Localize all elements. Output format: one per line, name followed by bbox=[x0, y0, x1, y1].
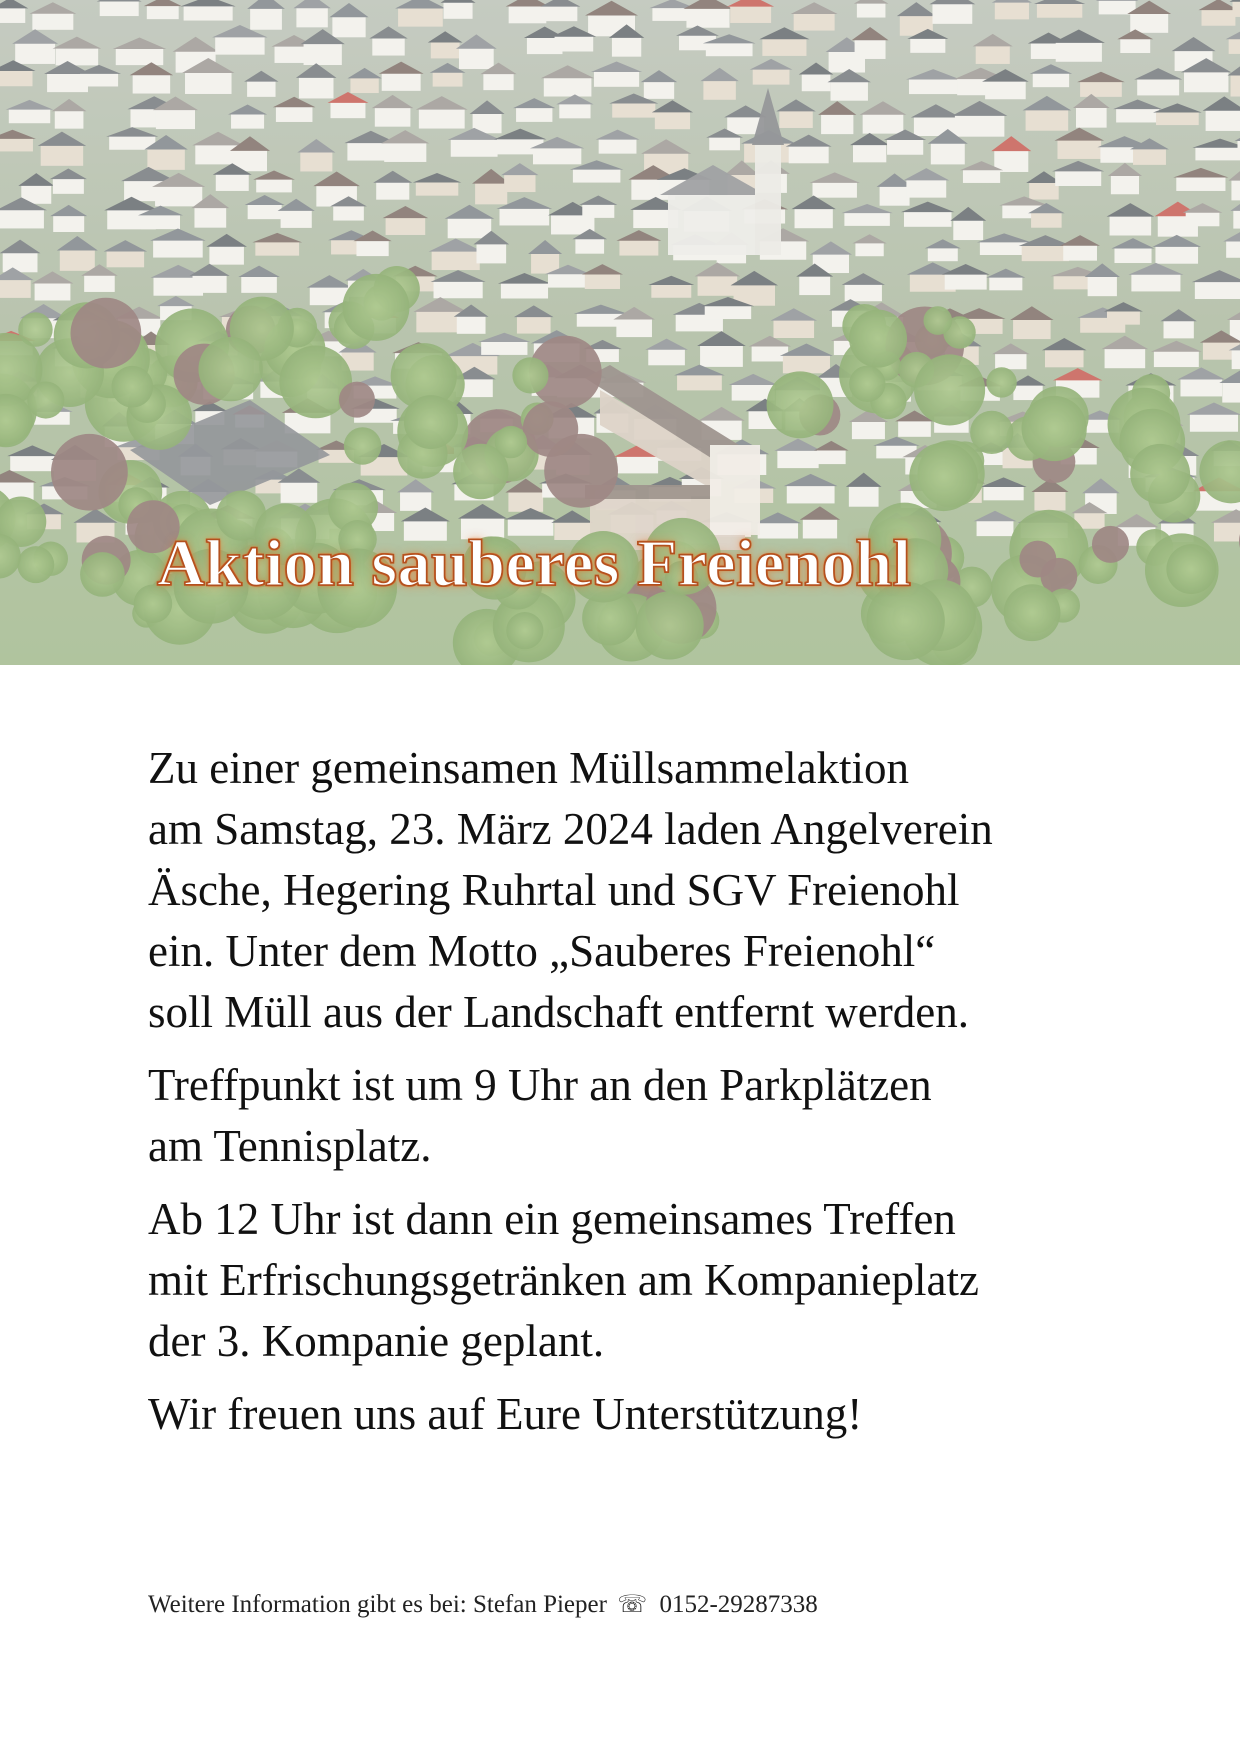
paragraph-meeting-point bbox=[148, 1055, 1128, 1177]
text-line: am Samstag, 23. März 2024 laden Angelverein bbox=[148, 804, 993, 854]
paragraph-gathering bbox=[148, 1189, 1128, 1372]
text-line: soll Müll aus der Landschaft entfernt werden. bbox=[148, 987, 969, 1037]
text-line: Ab 12 Uhr ist dann ein gemeinsames Treffen bbox=[148, 1194, 956, 1244]
text-line: Wir freuen uns auf Eure Unterstützung! bbox=[148, 1389, 863, 1439]
contact-footer bbox=[148, 1590, 818, 1619]
hero-banner bbox=[0, 0, 1240, 665]
telephone-icon: ☏ bbox=[617, 1590, 648, 1618]
text-line: am Tennisplatz. bbox=[148, 1121, 432, 1171]
paragraph-closing bbox=[148, 1384, 1128, 1445]
text-line: der 3. Kompanie geplant. bbox=[148, 1316, 605, 1366]
text-line: mit Erfrischungsgetränken am Kompanieplatz bbox=[148, 1255, 979, 1305]
text-line: ein. Unter dem Motto „Sauberes Freienohl“ bbox=[148, 926, 936, 976]
announcement-body bbox=[148, 738, 1128, 1457]
paragraph-intro bbox=[148, 738, 1128, 1043]
text-line: Zu einer gemeinsamen Müllsammelaktion bbox=[148, 743, 910, 793]
page-title: Aktion sauberes Freienohl bbox=[157, 527, 912, 600]
text-line: Äsche, Hegering Ruhrtal und SGV Freienohl bbox=[148, 865, 960, 915]
contact-label: Weitere Information gibt es bei: Stefan Pieper bbox=[148, 1591, 607, 1618]
text-line: Treffpunkt ist um 9 Uhr an den Parkplätzen bbox=[148, 1060, 932, 1110]
phone-number: 0152-29287338 bbox=[659, 1591, 818, 1618]
